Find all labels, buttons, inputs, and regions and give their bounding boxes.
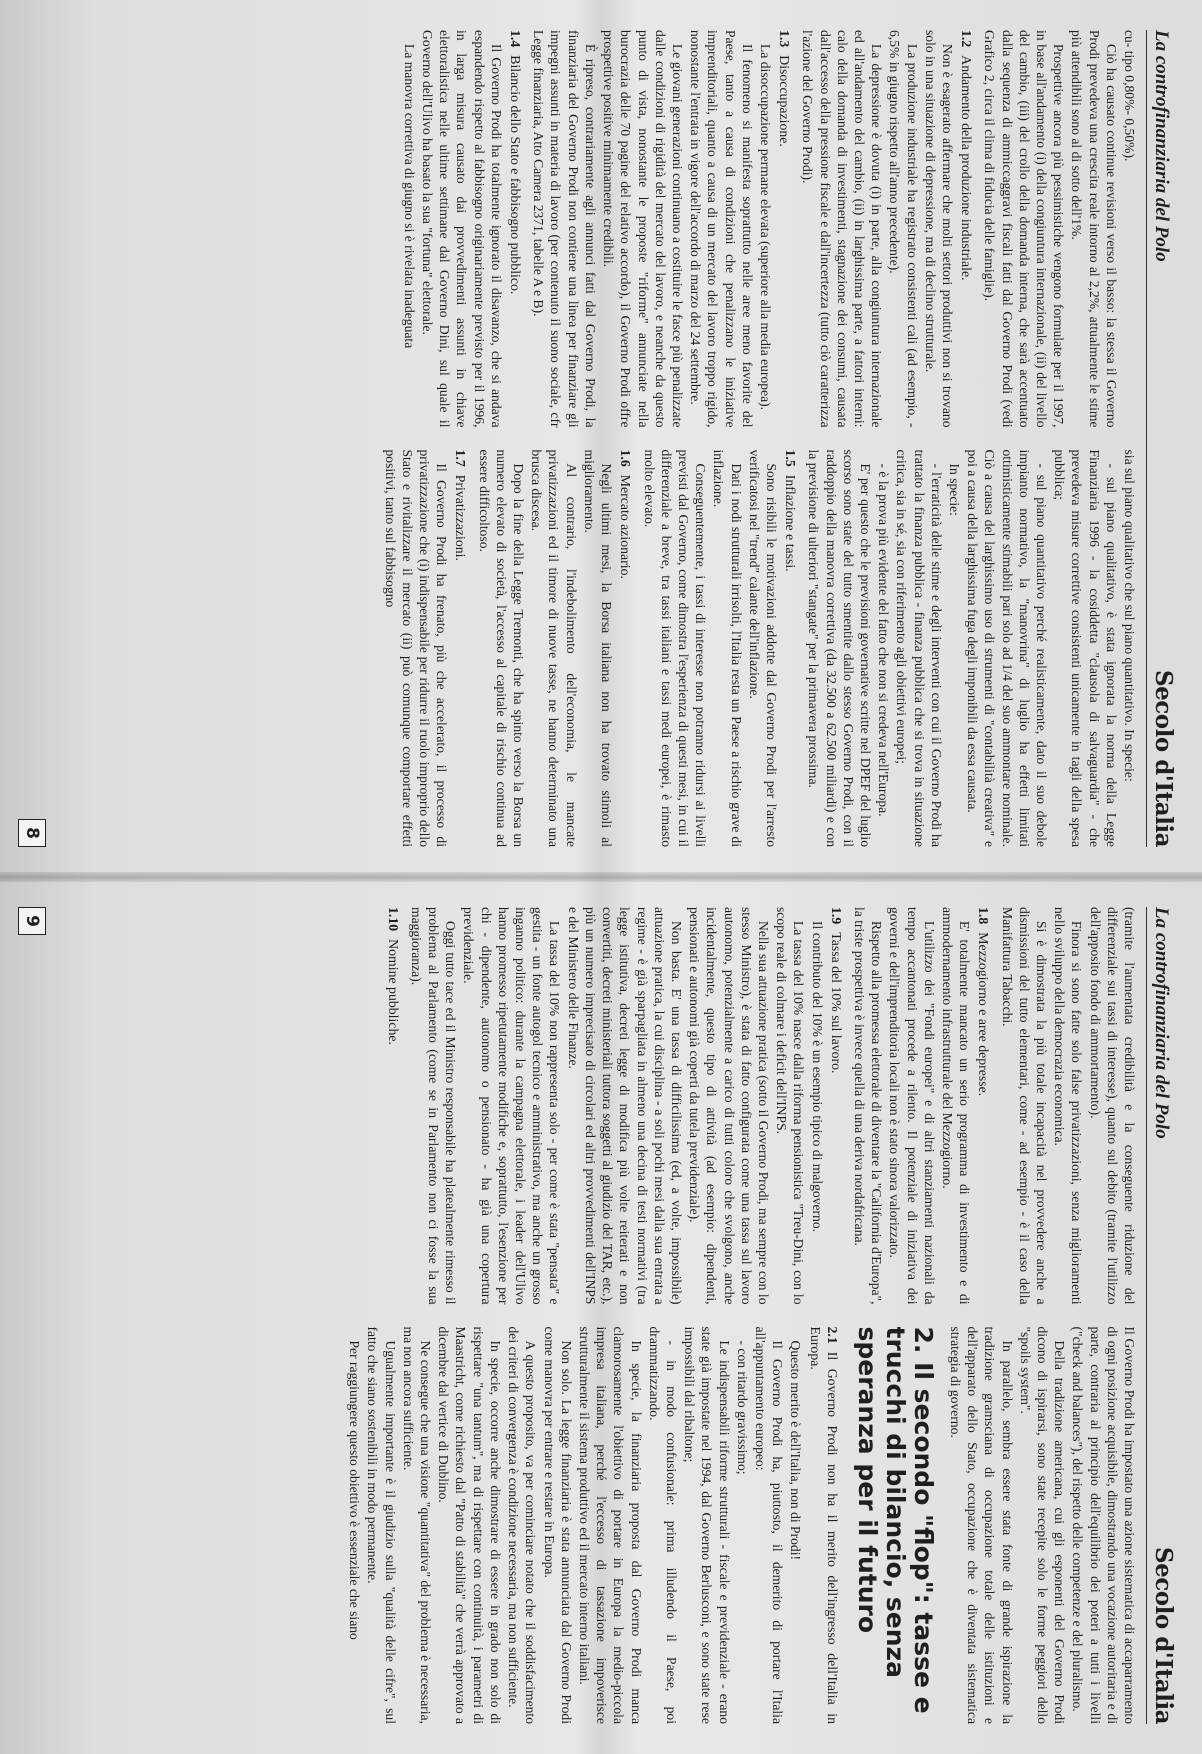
paragraph: La depressione è dovuta (i) in parte, alla congiuntura internazionale ed all'andamento del cambio, (ii) in larghissima parte, a fattori interni: calo della domanda di investimenti, stagnazione dei consumi, causata dall'accesso della pressione fiscale e dall'incertezza (tutto ciò caratterizza l'azione del Governo Prodi).	[800, 30, 885, 428]
paragraph: Il Governo Prodi ha frenato, più che accelerato, il processo di privatizzazione che (i) indispensabile per ridurre il ruolo improprio dello Stato e rivitalizzare il mercato (ii) può comunque comportare effetti positivi, tanto sul fabbisogno	[382, 449, 450, 847]
paragraph: Il Governo Prodi ha totalmente ignorato il disavanzo, che si andava espandendo rispetto al fabbisogno originariamente previsto per il 1996, in larga misura causato dai provvedimenti assunti in chiave elettoralistica nelle ultime settimane dal Governo Dini, sul quale il Governo dell'Ulivo ha basato la sua "fortuna" elettorale.	[420, 30, 504, 428]
right-page	[0, 877, 1202, 1754]
running-head: La controfinanziaria del Polo	[1151, 907, 1172, 1139]
paragraph: - è la prova più evidente del fatto che non si credeva nell'Europa.	[876, 463, 892, 817]
paragraph: cu- tipo 0,80%- 0,50%).	[1122, 30, 1137, 162]
section-heading	[617, 450, 634, 848]
brand-logo: Secolo d'Italia	[1150, 1547, 1177, 1724]
section-number: 1.4	[508, 30, 524, 48]
left-page-header	[1146, 30, 1184, 847]
section-number: 1.7	[453, 449, 469, 467]
right-page-columns	[60, 907, 1138, 1724]
paragraph: Prospettive ancora più pessimistiche vengono formulate per il 1997, in base all'andamento (i) della congiuntura internazionale, (ii) del livello del cambio, (iii) del crollo della domanda interna, che sarà accentuato dalla sequenza di ammiccaggravi fiscali fatti dal Governo Prodi (vedi Grafico 2, circa il clima di fiducia delle famiglie).	[982, 30, 1067, 428]
section-number: 1.10	[385, 907, 401, 932]
paragraph: A questo proposito, va per cominciare notato che il soddisfacimento dei criteri di convergenza è condizione necessaria, ma non sufficiente.	[506, 1326, 539, 1724]
text-column	[60, 1327, 1138, 1725]
section-title: Nomine pubbliche.	[385, 939, 401, 1045]
paragraph: Questo merito è dell'Italia, non di Prodi!	[788, 1340, 804, 1561]
section-heading	[776, 30, 793, 428]
paragraph: La disoccupazione permane elevata (superiore alla media europea).	[757, 44, 773, 411]
section-heading	[782, 450, 799, 848]
paragraph: La tassa del 10% non rappresenta solo - per come è stata "pensata" e gestita - un fonte autogol tecnico e amministrativo, ma anche un grosso inganno politico: durante la campagna elettorale, i leader dell'Ulivo hanno promesso ripetutamente modifiche e, soprattutto, l'esenzione per chi - dipendente, autonomo o pensionato - ha già una copertura previdenziale.	[461, 907, 563, 1305]
paragraph: - in modo confusionale: prima illudendo il Paese, poi drammatizzando.	[646, 1326, 679, 1724]
paragraph: Il fenomeno si manifesta soprattutto nelle aree meno favorite del Paese, tanto a causa di condizioni che penalizzano le iniziative imprenditoriali, quanto a causa di un mercato del lavoro troppo rigido, nonostante l'entrata in vigore dell'accordo di marzo del 24 settembre.	[688, 30, 755, 428]
paragraph: Ugualmente importante è il giudizio sulla "qualità delle cifre", sul fatto che siano sostenibili in modo permanente.	[365, 1326, 398, 1724]
paragraph: In specie, occorre anche dimostrare di essere in grado non solo di rispettare "una tantum", ma di rispettare con continuità, i parametri di Maastricht, come richiesto dal "Patto di stabilità" che verrà approvato a dicembre dal vertice di Dublino.	[436, 1326, 503, 1724]
section-heading	[384, 907, 401, 1305]
section-number: 2.1	[824, 1326, 840, 1344]
page-number: 9	[18, 907, 46, 935]
text-column	[60, 907, 1138, 1305]
section-title: Mezzogiorno e aree depresse.	[976, 932, 992, 1097]
running-head: La controfinanziaria del Polo	[1151, 30, 1172, 262]
chapter-title: 2. Il secondo "flop": tasse e trucchi di bilancio, senza speranza per il futuro	[852, 1326, 938, 1714]
paragraph: E' per questo che le previsioni governative scritte nel DPEF del luglio scorso sono state del tutto smentite dallo stesso Governo Prodi, con il raddoppio della manovra correttiva (da 32.500 a 62.500 miliardi) e con la previsione di ulteriori "stangate" per la primavera prossima.	[806, 449, 873, 847]
paragraph: - sul piano qualitativo, è stata ignorata la norma della Legge Finanziaria 1996 - la cosiddetta "clausola di salvaguardia" - che prevedeva misure correttive consistenti unicamente in tagli della spesa pubblica;	[1052, 449, 1119, 847]
section-heading	[806, 1327, 840, 1725]
page-number: 8	[18, 819, 46, 847]
section-heading	[507, 30, 524, 428]
paragraph: sia sul piano qualitativo che sul piano quantitativo. In specie:	[1122, 449, 1137, 782]
paragraph: Finora si sono fatte solo false privatizzazioni, senza miglioramenti nello sviluppo della democrazia economica.	[1052, 907, 1085, 1305]
paragraph: Rispetto alla promessa elettorale di diventare la "California d'Europa", la triste prospettiva è invece quella di una deriva nordafricana.	[851, 907, 885, 1305]
section-heading	[975, 907, 992, 1305]
section-number: 1.8	[976, 907, 992, 925]
paragraph: La tassa del 10% nasce dalla riforma pensionistica "Treu-Dini, con lo scopo reale di colmare i deficit dell'INPS.	[774, 907, 807, 1305]
section-number: 1.2	[959, 30, 975, 48]
section-number: 1.5	[783, 449, 799, 467]
paragraph: Ciò ha causato continue revisioni verso il basso: la stessa il Governo Prodi prevedeva una crescita reale intorno al 2,2%, attualmente le stime più attendibili sono al di sotto dell'1%.	[1069, 30, 1119, 428]
paragraph: In specie, la finanziaria proposta dal Governo Prodi manca clamorosamente l'obiettivo di portare in Europa la medio-piccola impresa italiana, perché l'eccesso di tassazione impoverisce strutturalmente il sistema produttivo ed il mercato interno italiani.	[576, 1326, 644, 1724]
paragraph: L'utilizzo dei "Fondi europei" e di altri stanziamenti nazionali da tempo accantonati procede a rilento. Il potenziale di iniziativa dei governi e dell'imprenditoria locali non è stato sinora valorizzato.	[887, 907, 937, 1305]
paragraph: Non solo. La legge finanziaria è stata annunciata dal Governo Prodi come manovra per entrare e restare in Europa.	[541, 1326, 574, 1724]
right-page-header	[1146, 907, 1184, 1724]
paragraph: Il contributo del 10% è un esempio tipico di malgoverno.	[809, 921, 825, 1233]
paragraph: - sul piano quantitativo perché realisticamente, dato il suo debole impianto normativo, la "manovrina" di luglio ha effetti limitati ottimisticamente stimabili pari solo ad 1/4 del suo ammontare nominale. Ciò a causa del larghissimo uso di strumenti di "contabilità creativa" e poi a causa della larghissima fuga degli imponibili da essa causata.	[965, 449, 1049, 847]
section-heading	[958, 30, 975, 428]
section-heading	[452, 450, 469, 848]
paragraph: - con ritardo gravissimo;	[734, 1340, 750, 1475]
paragraph: Non è esagerato affermare che molti settori produttivi non si trovano solo in una situazione di depressione, ma di declino strutturale.	[922, 30, 955, 428]
paragraph: Della tradizione americana, cui gli esponenti del Governo Prodi dicono di ispirarsi, sono state recepite solo le forme peggiori dello "spoils system".	[1017, 1326, 1068, 1724]
section-title: Mercato azionario.	[618, 474, 634, 579]
section-title: Privatizzazioni.	[453, 474, 469, 561]
paragraph: Negli ultimi mesi, la Borsa italiana non ha trovato stimoli al miglioramento.	[581, 449, 615, 847]
brand-logo: Secolo d'Italia	[1150, 670, 1177, 847]
section-title: Inflazione e tassi.	[783, 474, 799, 572]
paragraph: Il Governo Prodi ha, piuttosto, il demerito di portare l'Italia all'appuntamento europeo:	[752, 1326, 786, 1724]
paragraph: In parallelo, sembra essere stata fonte di grande ispirazione la tradizione gramsciana di occupazione totale delle istituzioni e dell'apparato dello Stato, occupazione che è diventata sistematica strategia di governo.	[947, 1326, 1015, 1724]
paragraph: Sono risibili le motivazioni addotte dal Governo Prodi per l'arresto verificatosi nel "trend" calante dell'inflazione.	[746, 449, 779, 847]
paragraph: Il Governo Prodi ha impostato una azione sistematica di accaparramento di ogni posizione acquisibile, dimostrando una vocazione autoritaria e di parte, contraria al principio dell'equilibrio dei poteri a tutti i livelli ("check and balances"), del rispetto delle competenze e del pluralismo.	[1070, 1326, 1137, 1724]
paragraph: Dati i nodi strutturali irrisolti, l'Italia resta un Paese a rischio grave di inflazione.	[711, 449, 744, 847]
paragraph: (tramite l'aumentata credibilità e la conseguente riduzione del differenziale sui tassi di interesse), quanto sul debito (tramite l'utilizzo dell'apposito fondo di ammortamento).	[1087, 907, 1137, 1305]
section-heading	[828, 907, 845, 1305]
paragraph: È ripreso, contrariamente agli annunci fatti dal Governo Prodi, la finanziaria del Governo Prodi non contiene una linea per finanziare gli impegni assunti in materia di lavoro (per contenuto il suono sociale, cfr Legge finanziaria, Atto Camera 2371, tabelle A e B).	[531, 30, 598, 428]
paragraph: In specie:	[946, 463, 962, 516]
paragraph: Non basta. E' una tassa di difficilissima (ed, a volte, impossibile) attuazione pratica, la cui disciplina - a soli pochi mesi dalla sua entrata a regime - è già sparpagliata in almeno una decina di testi normativi (tra legge istitutiva, decreti legge di modifica più volte reiterati e non convertiti, decreti ministeriali tuttora soggetti al giudizio del TAR, etc.), più un numero imprecisato di circolari ed altri provvedimenti dell'INPS e del Ministero delle Finanze.	[565, 907, 684, 1305]
paragraph: Nella sua attuazione pratica (sotto il Governo Prodi, ma sempre con lo stesso Ministro), è stata di fatto configurata come una tassa sul lavoro autonomo, potenzialmente a carico di tutti coloro che svolgono, anche incidentalmente, questo tipo di attività (ad esempio: dipendenti, pensionati e autonomi già coperti da tutela previdenziale).	[687, 907, 771, 1305]
section-title: Tassa del 10% sul lavoro.	[828, 932, 844, 1074]
paragraph: - l'erraticità delle stime e degli interventi con cui il Governo Prodi ha trattato la finanza pubblica - finanza pubblica che si trova in situazione critica, sia in sé, sia con riferimento agli obiettivi europei;	[894, 449, 944, 847]
section-title: Disoccupazione.	[777, 55, 793, 147]
paragraph: Conseguentemente, i tassi di interesse non potranno ridursi ai livelli previsti dal Governo, come dimostra l'esperienza di questi mesi, in cui il differenziale a breve, tra tassi italiani e tassi medi europei, è rimasto molto elevato.	[641, 449, 709, 847]
paragraph: Ne consegue che una visione "quantitativa" del problema è necessaria, ma non ancora sufficiente.	[400, 1326, 434, 1724]
text-column	[60, 30, 1138, 428]
paragraph: La produzione industriale ha registrato consistenti cali (ad esempio, - 6,5% in giugno rispetto all'anno precedente).	[887, 30, 920, 428]
paragraph: Oggi tutto tace ed il Ministro responsabile ha platealmente rimesso il problema al Parlamento (come se in Parlamento non ci fosse la sua maggioranza).	[408, 907, 459, 1305]
paragraph: La manovra correttiva di giugno si è rivelata inadeguata	[401, 44, 417, 349]
paragraph: E' totalmente mancato un serio programma di investimento e di ammodernamento infrastrutturale del Mezzogiorno.	[939, 907, 973, 1305]
paragraph: Le giovani generazioni continuano a costituire le fasce più penalizzate dalle condizioni di rigidità del mercato del lavoro, e neanche da questo punto di vista, nonostante le proposte "riforme" annunciate nella burocrazia delle 70 pagine del relativo accordo), il Governo Prodi offre prospettive positive minimamente credibili.	[601, 30, 685, 428]
section-number: 1.6	[618, 449, 634, 467]
section-number: 1.3	[777, 30, 793, 48]
paragraph: Si è dimostrata la più totale incapacità nel provvedere anche a dismissioni del tutto elementari, come - ad esempio - è il caso della Manifattura Tabacchi.	[999, 907, 1049, 1305]
paragraph: Per raggiungere questo obiettivo è essenziale che siano	[347, 1340, 363, 1640]
section-title: Il Governo Prodi non ha il merito dell'ingresso dell'Italia in Europa.	[807, 1326, 840, 1724]
left-page-columns	[60, 30, 1138, 847]
paragraph: Le indispensabili riforme strutturali - fiscale e previdenziale - erano state già impostate nel 1994, dal Governo Berlusconi, e sono state rese impossibili dal ribaltone;	[682, 1326, 732, 1724]
section-number: 1.9	[828, 907, 844, 925]
section-title: Bilancio dello Stato e fabbisogno pubblico.	[508, 55, 524, 295]
paragraph: Al contrario, l'indebolimento dell'economia, le mancate privatizzazioni ed il timore di nuove tasse, ne hanno determinato una brusca discesa.	[529, 449, 579, 847]
paragraph: Dopo la fine della Legge Tremonti, che ha spinto verso la Borsa un numero elevato di società, l'accesso al capitale di rischio continua ad essere difficoltoso.	[476, 449, 527, 847]
section-title: Andamento della produzione industriale.	[959, 55, 975, 281]
text-column	[60, 450, 1138, 848]
